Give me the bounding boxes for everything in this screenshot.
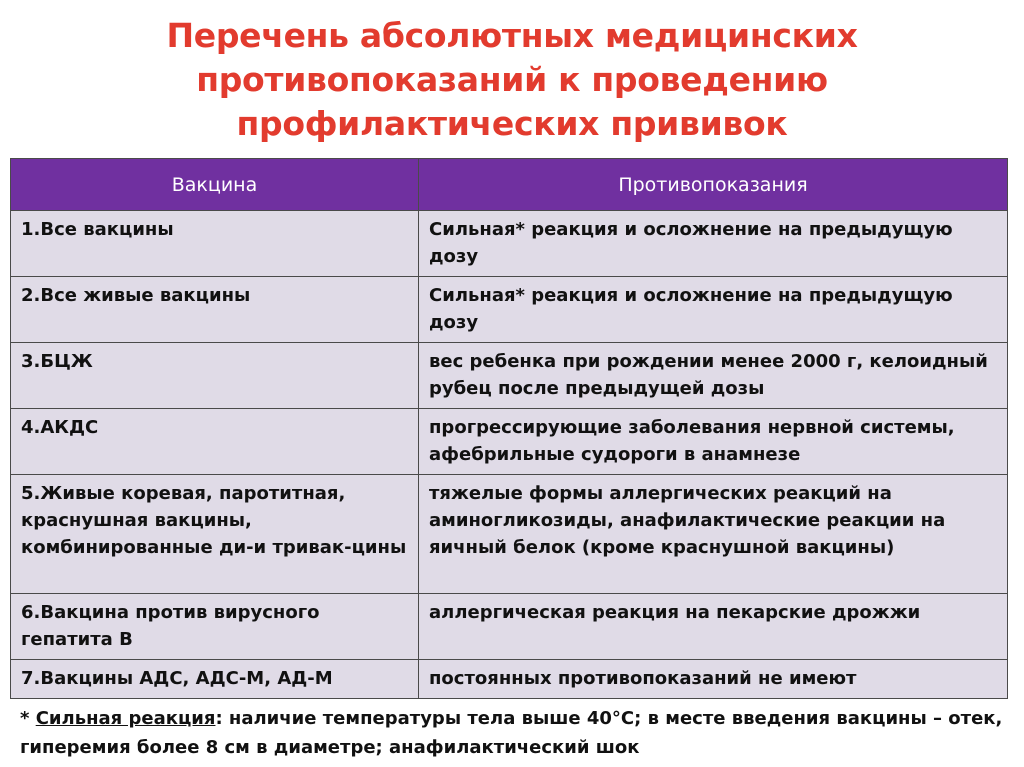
table-row (11, 475, 1008, 594)
header-vaccine: Вакцина (11, 159, 419, 211)
footnote-term: Сильная реакция (35, 708, 216, 729)
vaccine-cell: 4.АКДС (11, 409, 419, 475)
contraindication-cell: аллергическая реакция на пекарские дрожжи (419, 594, 1008, 660)
contraindication-cell: постоянных противопоказаний не имеют (419, 660, 1008, 699)
contraindication-cell: прогрессирующие заболевания нервной системы, афебрильные судороги в анамнезе (419, 409, 1008, 475)
contraindication-cell: Сильная* реакция и осложнение на предыдущую дозу (419, 277, 1008, 343)
footnote (20, 704, 1010, 762)
table-row (11, 409, 1008, 475)
contraindication-cell: тяжелые формы аллергических реакций на аминогликозиды, анафилактические реакции на яичный белок (кроме краснушной вакцины) (419, 475, 1008, 594)
contraindication-cell: Сильная* реакция и осложнение на предыдущую дозу (419, 211, 1008, 277)
vaccine-cell: 2.Все живые вакцины (11, 277, 419, 343)
page-title (0, 14, 1024, 146)
table-row (11, 211, 1008, 277)
contraindication-cell: вес ребенка при рождении менее 2000 г, келоидный рубец после предыдущей дозы (419, 343, 1008, 409)
vaccine-cell: 1.Все вакцины (11, 211, 419, 277)
title-line-1: Перечень абсолютных медицинских (166, 16, 858, 55)
vaccine-cell: 5.Живые коревая, паротитная, краснушная вакцины, комбинированные ди-и тривак-цины (11, 475, 419, 594)
vaccine-cell: 6.Вакцина против вирусного гепатита В (11, 594, 419, 660)
vaccine-cell: 3.БЦЖ (11, 343, 419, 409)
table-header-row (11, 159, 1008, 211)
title-line-3: профилактических прививок (236, 104, 788, 143)
footnote-star: * (20, 708, 36, 729)
table-row (11, 660, 1008, 699)
vaccine-cell: 7.Вакцины АДС, АДС-М, АД-М (11, 660, 419, 699)
footnote-text: : наличие температуры тела выше 40°С; в месте введения вакцины – отек, гиперемия более 8 см в диаметре; анафилактический шок (20, 708, 1003, 758)
table-row (11, 594, 1008, 660)
table-row (11, 343, 1008, 409)
header-contraindications: Противопоказания (419, 159, 1008, 211)
contraindications-table (10, 158, 1008, 699)
table-row (11, 277, 1008, 343)
title-line-2: противопоказаний к проведению (196, 60, 828, 99)
